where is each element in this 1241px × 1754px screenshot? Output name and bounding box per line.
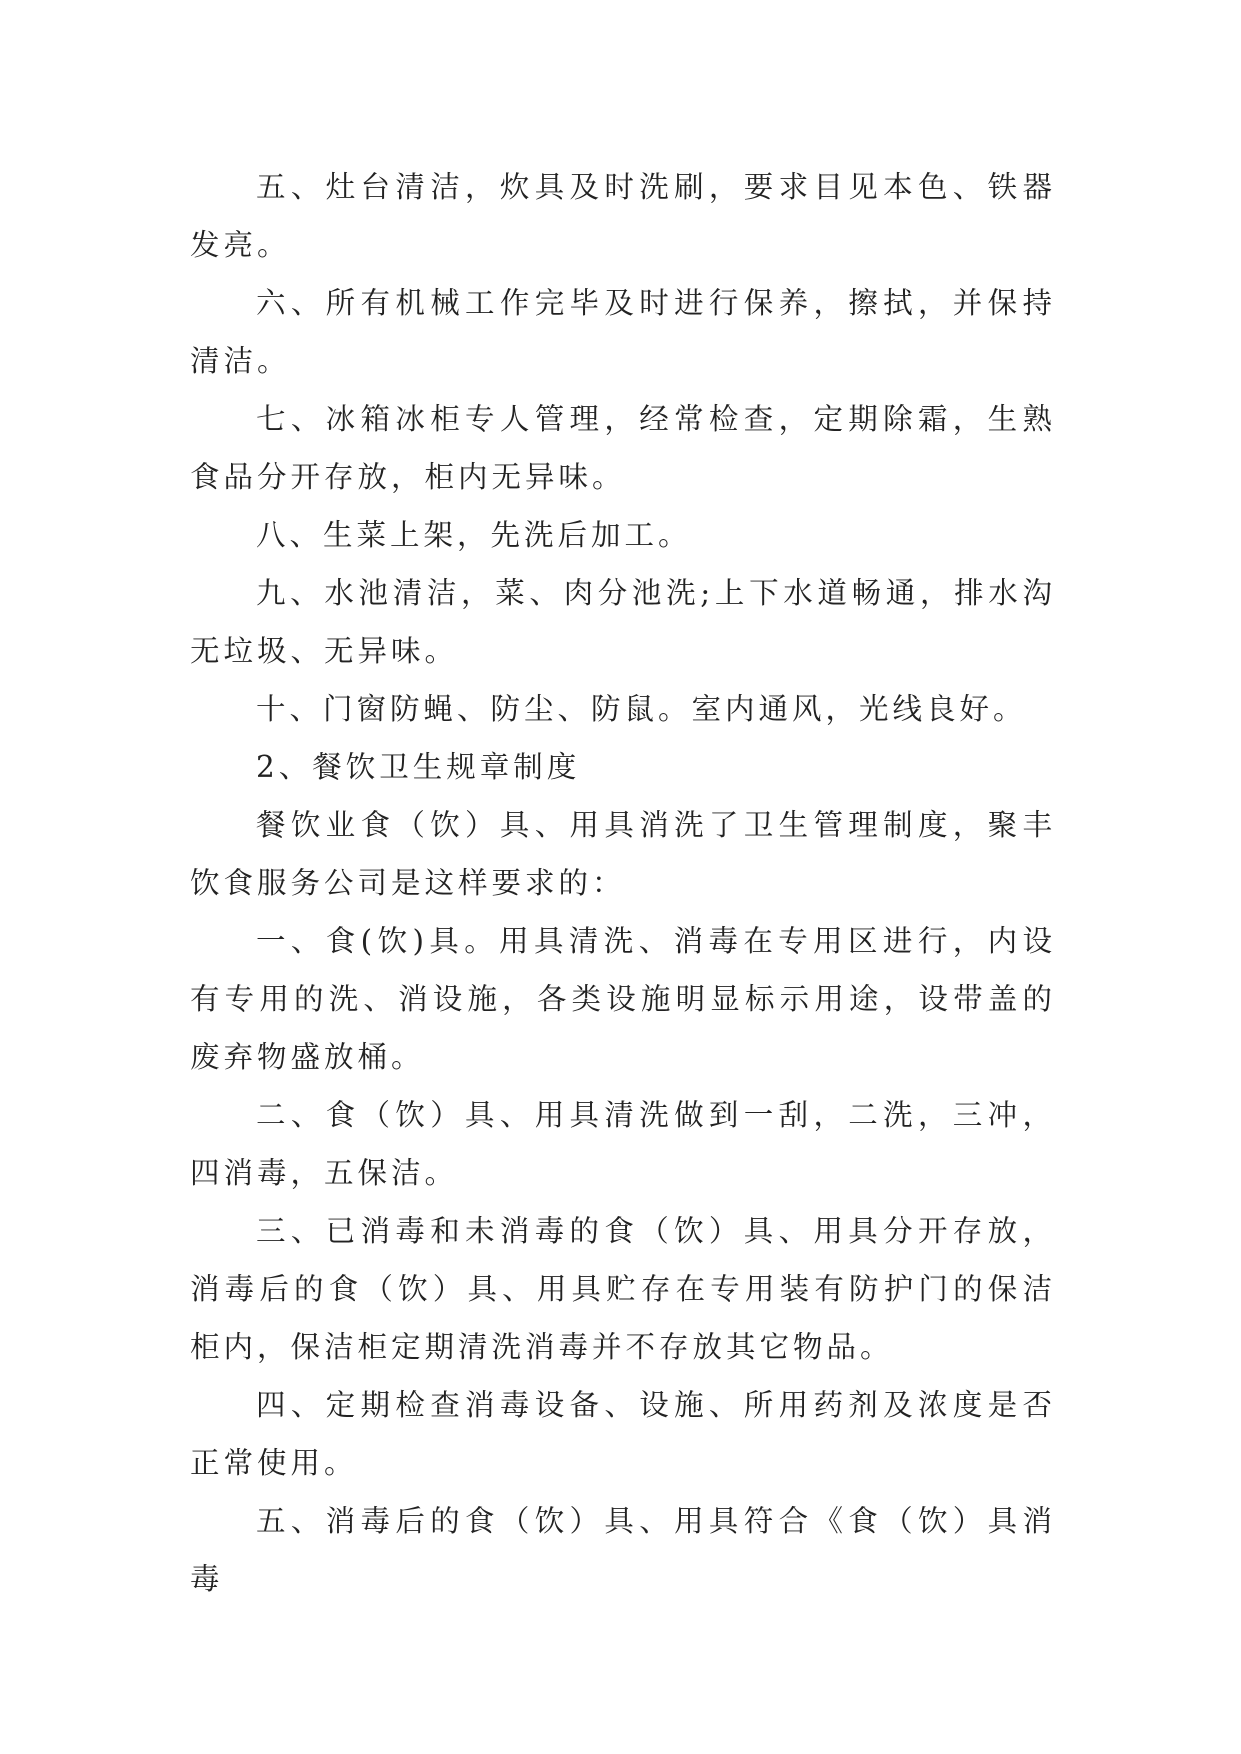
paragraph-equipment-inspection: 四、定期检查消毒设备、设施、所用药剂及浓度是否正常使用。 <box>190 1388 1056 1480</box>
paragraph-sink-cleaning: 九、水池清洁，菜、肉分池洗;上下水道畅通，排水沟无垃圾、无异味。 <box>190 576 1056 668</box>
section-heading-catering-hygiene: 2、餐饮卫生规章制度 <box>256 750 581 784</box>
paragraph-door-window-protection: 十、门窗防蝇、防尘、防鼠。室内通风，光线良好。 <box>256 692 1027 726</box>
paragraph-disinfection-standard: 五、消毒后的食（饮）具、用具符合《食（饮）具消毒 <box>190 1504 1056 1596</box>
paragraph-storage-rules: 三、已消毒和未消毒的食（饮）具、用具分开存放，消毒后的食（饮）具、用具贮存在专用装有防护门的保洁柜内，保洁柜定期清洗消毒并不存放其它物品。 <box>190 1214 1056 1364</box>
paragraph-refrigerator-management: 七、冰箱冰柜专人管理，经常检查，定期除霜，生熟食品分开存放，柜内无异味。 <box>190 402 1056 494</box>
document-body <box>190 158 1056 1608</box>
paragraph-vegetable-processing: 八、生菜上架，先洗后加工。 <box>256 518 692 552</box>
paragraph-tableware-policy-intro: 餐饮业食（饮）具、用具消洗了卫生管理制度，聚丰饮食服务公司是这样要求的： <box>190 808 1056 900</box>
paragraph-cleaning-steps: 二、食（饮）具、用具清洗做到一刮，二洗，三冲，四消毒，五保洁。 <box>190 1098 1056 1190</box>
paragraph-machine-maintenance: 六、所有机械工作完毕及时进行保养，擦拭，并保持清洁。 <box>190 286 1056 378</box>
paragraph-stove-cleaning: 五、灶台清洁，炊具及时洗刷，要求目见本色、铁器发亮。 <box>190 170 1056 262</box>
paragraph-cleaning-area: 一、食(饮)具。用具清洗、消毒在专用区进行，内设有专用的洗、消设施，各类设施明显标示用途，设带盖的废弃物盛放桶。 <box>190 924 1056 1074</box>
